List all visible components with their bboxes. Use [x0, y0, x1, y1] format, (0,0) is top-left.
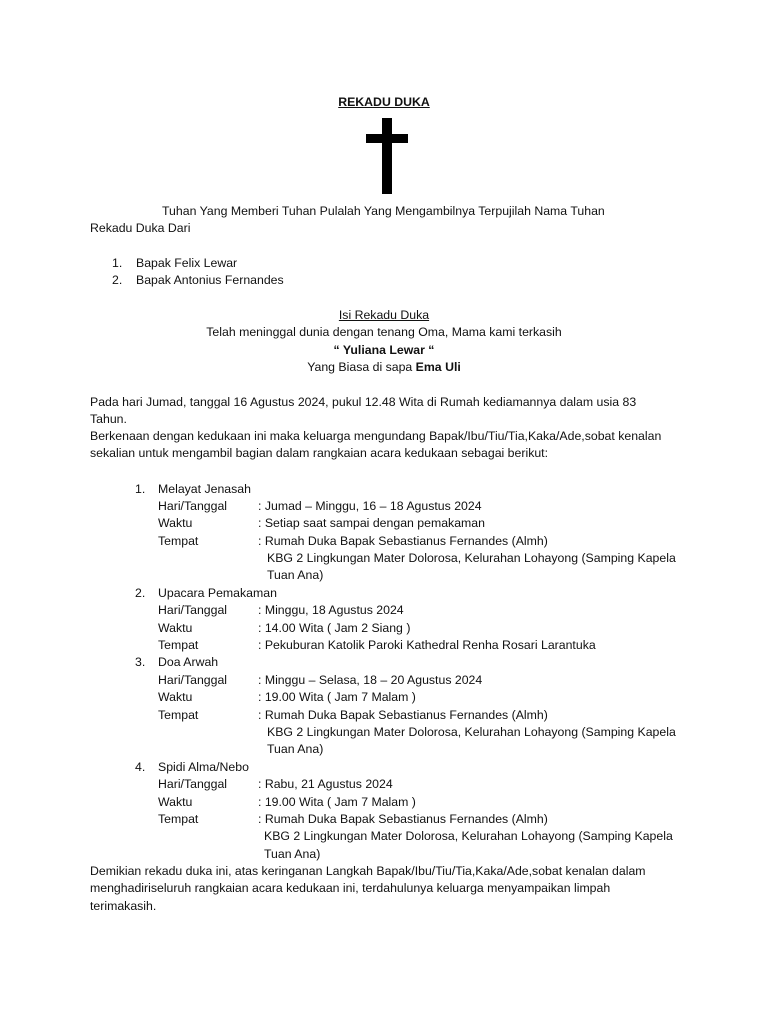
- cross-icon: [360, 114, 416, 196]
- event-place-line-3: Tuan Ana): [264, 847, 321, 861]
- event-name: Upacara Pemakaman: [158, 586, 277, 600]
- event-date: : Jumad – Minggu, 16 – 18 Agustus 2024: [258, 499, 482, 513]
- date-label: Hari/Tanggal: [158, 777, 228, 791]
- paragraph-2-line-2: sekalian untuk mengambil bagian dalam rangkaian acara kedukaan sebagai berikut:: [90, 446, 549, 460]
- event-place-line-2: KBG 2 Lingkungan Mater Dolorosa, Kelurahan Lohayong (Samping Kapela: [267, 551, 676, 565]
- event-number: 4.: [135, 760, 146, 774]
- date-label: Hari/Tanggal: [158, 499, 228, 513]
- event-time: : 14.00 Wita ( Jam 2 Siang ): [258, 621, 411, 635]
- list-item: Bapak Antonius Fernandes: [136, 273, 284, 287]
- place-label: Tempat: [158, 812, 199, 826]
- event-number: 2.: [135, 586, 146, 600]
- nickname-line: [0, 359, 768, 376]
- event-place: : Pekuburan Katolik Paroki Kathedral Renha Rosari Larantuka: [258, 638, 596, 652]
- closing-line-3: terimakasih.: [90, 899, 157, 913]
- event-place-line-2: KBG 2 Lingkungan Mater Dolorosa, Kelurahan Lohayong (Samping Kapela: [264, 829, 673, 843]
- intro-line: Telah meninggal dunia dengan tenang Oma, Mama kami terkasih: [206, 325, 562, 339]
- event-time: : 19.00 Wita ( Jam 7 Malam ): [258, 690, 416, 704]
- list-number: 2.: [112, 273, 123, 287]
- event-name: Doa Arwah: [158, 655, 219, 669]
- event-place: : Rumah Duka Bapak Sebastianus Fernandes (Almh): [258, 812, 548, 826]
- event-place-line-3: Tuan Ana): [267, 742, 324, 756]
- date-label: Hari/Tanggal: [158, 603, 228, 617]
- event-number: 1.: [135, 482, 146, 496]
- from-label: Rekadu Duka Dari: [90, 221, 191, 235]
- place-label: Tempat: [158, 708, 199, 722]
- time-label: Waktu: [158, 621, 193, 635]
- date-label: Hari/Tanggal: [158, 673, 228, 687]
- deceased-name: “ Yuliana Lewar “: [333, 343, 435, 357]
- paragraph-1-line-1: Pada hari Jumad, tanggal 16 Agustus 2024, pukul 12.48 Wita di Rumah kediamannya dalam usia 83: [90, 395, 637, 409]
- paragraph-1-line-2: Tahun.: [90, 412, 127, 426]
- closing-line-2: menghadiriseluruh rangkaian acara kedukaan ini, terdahulunya keluarga menyampaikan limpah: [90, 881, 611, 895]
- closing-line-1: Demikian rekadu duka ini, atas keringanan Langkah Bapak/Ibu/Tiu/Tia,Kaka/Ade,sobat kenalan dalam: [90, 864, 646, 878]
- event-name: Melayat Jenasah: [158, 482, 251, 496]
- time-label: Waktu: [158, 516, 193, 530]
- list-item: Bapak Felix Lewar: [136, 256, 238, 270]
- event-place-line-2: KBG 2 Lingkungan Mater Dolorosa, Kelurahan Lohayong (Samping Kapela: [267, 725, 676, 739]
- document-title: REKADU DUKA: [338, 95, 430, 109]
- event-place: : Rumah Duka Bapak Sebastianus Fernandes (Almh): [258, 708, 548, 722]
- event-date: : Rabu, 21 Agustus 2024: [258, 777, 393, 791]
- place-label: Tempat: [158, 638, 199, 652]
- event-number: 3.: [135, 655, 146, 669]
- event-name: Spidi Alma/Nebo: [158, 760, 249, 774]
- verse: Tuhan Yang Memberi Tuhan Pulalah Yang Mengambilnya Terpujilah Nama Tuhan: [162, 204, 605, 218]
- nickname-prefix: Yang Biasa di sapa: [307, 360, 416, 374]
- list-number: 1.: [112, 256, 123, 270]
- content-heading: Isi Rekadu Duka: [338, 308, 430, 322]
- event-time: : 19.00 Wita ( Jam 7 Malam ): [258, 795, 416, 809]
- event-date: : Minggu, 18 Agustus 2024: [258, 603, 404, 617]
- event-time: : Setiap saat sampai dengan pemakaman: [258, 516, 485, 530]
- time-label: Waktu: [158, 795, 193, 809]
- event-place: : Rumah Duka Bapak Sebastianus Fernandes (Almh): [258, 534, 548, 548]
- event-date: : Minggu – Selasa, 18 – 20 Agustus 2024: [258, 673, 483, 687]
- place-label: Tempat: [158, 534, 199, 548]
- paragraph-2-line-1: Berkenaan dengan kedukaan ini maka keluarga mengundang Bapak/Ibu/Tiu/Tia,Kaka/Ade,sobat kenalan: [90, 429, 662, 443]
- time-label: Waktu: [158, 690, 193, 704]
- event-place-line-3: Tuan Ana): [267, 568, 324, 582]
- nickname: Ema Uli: [415, 360, 461, 374]
